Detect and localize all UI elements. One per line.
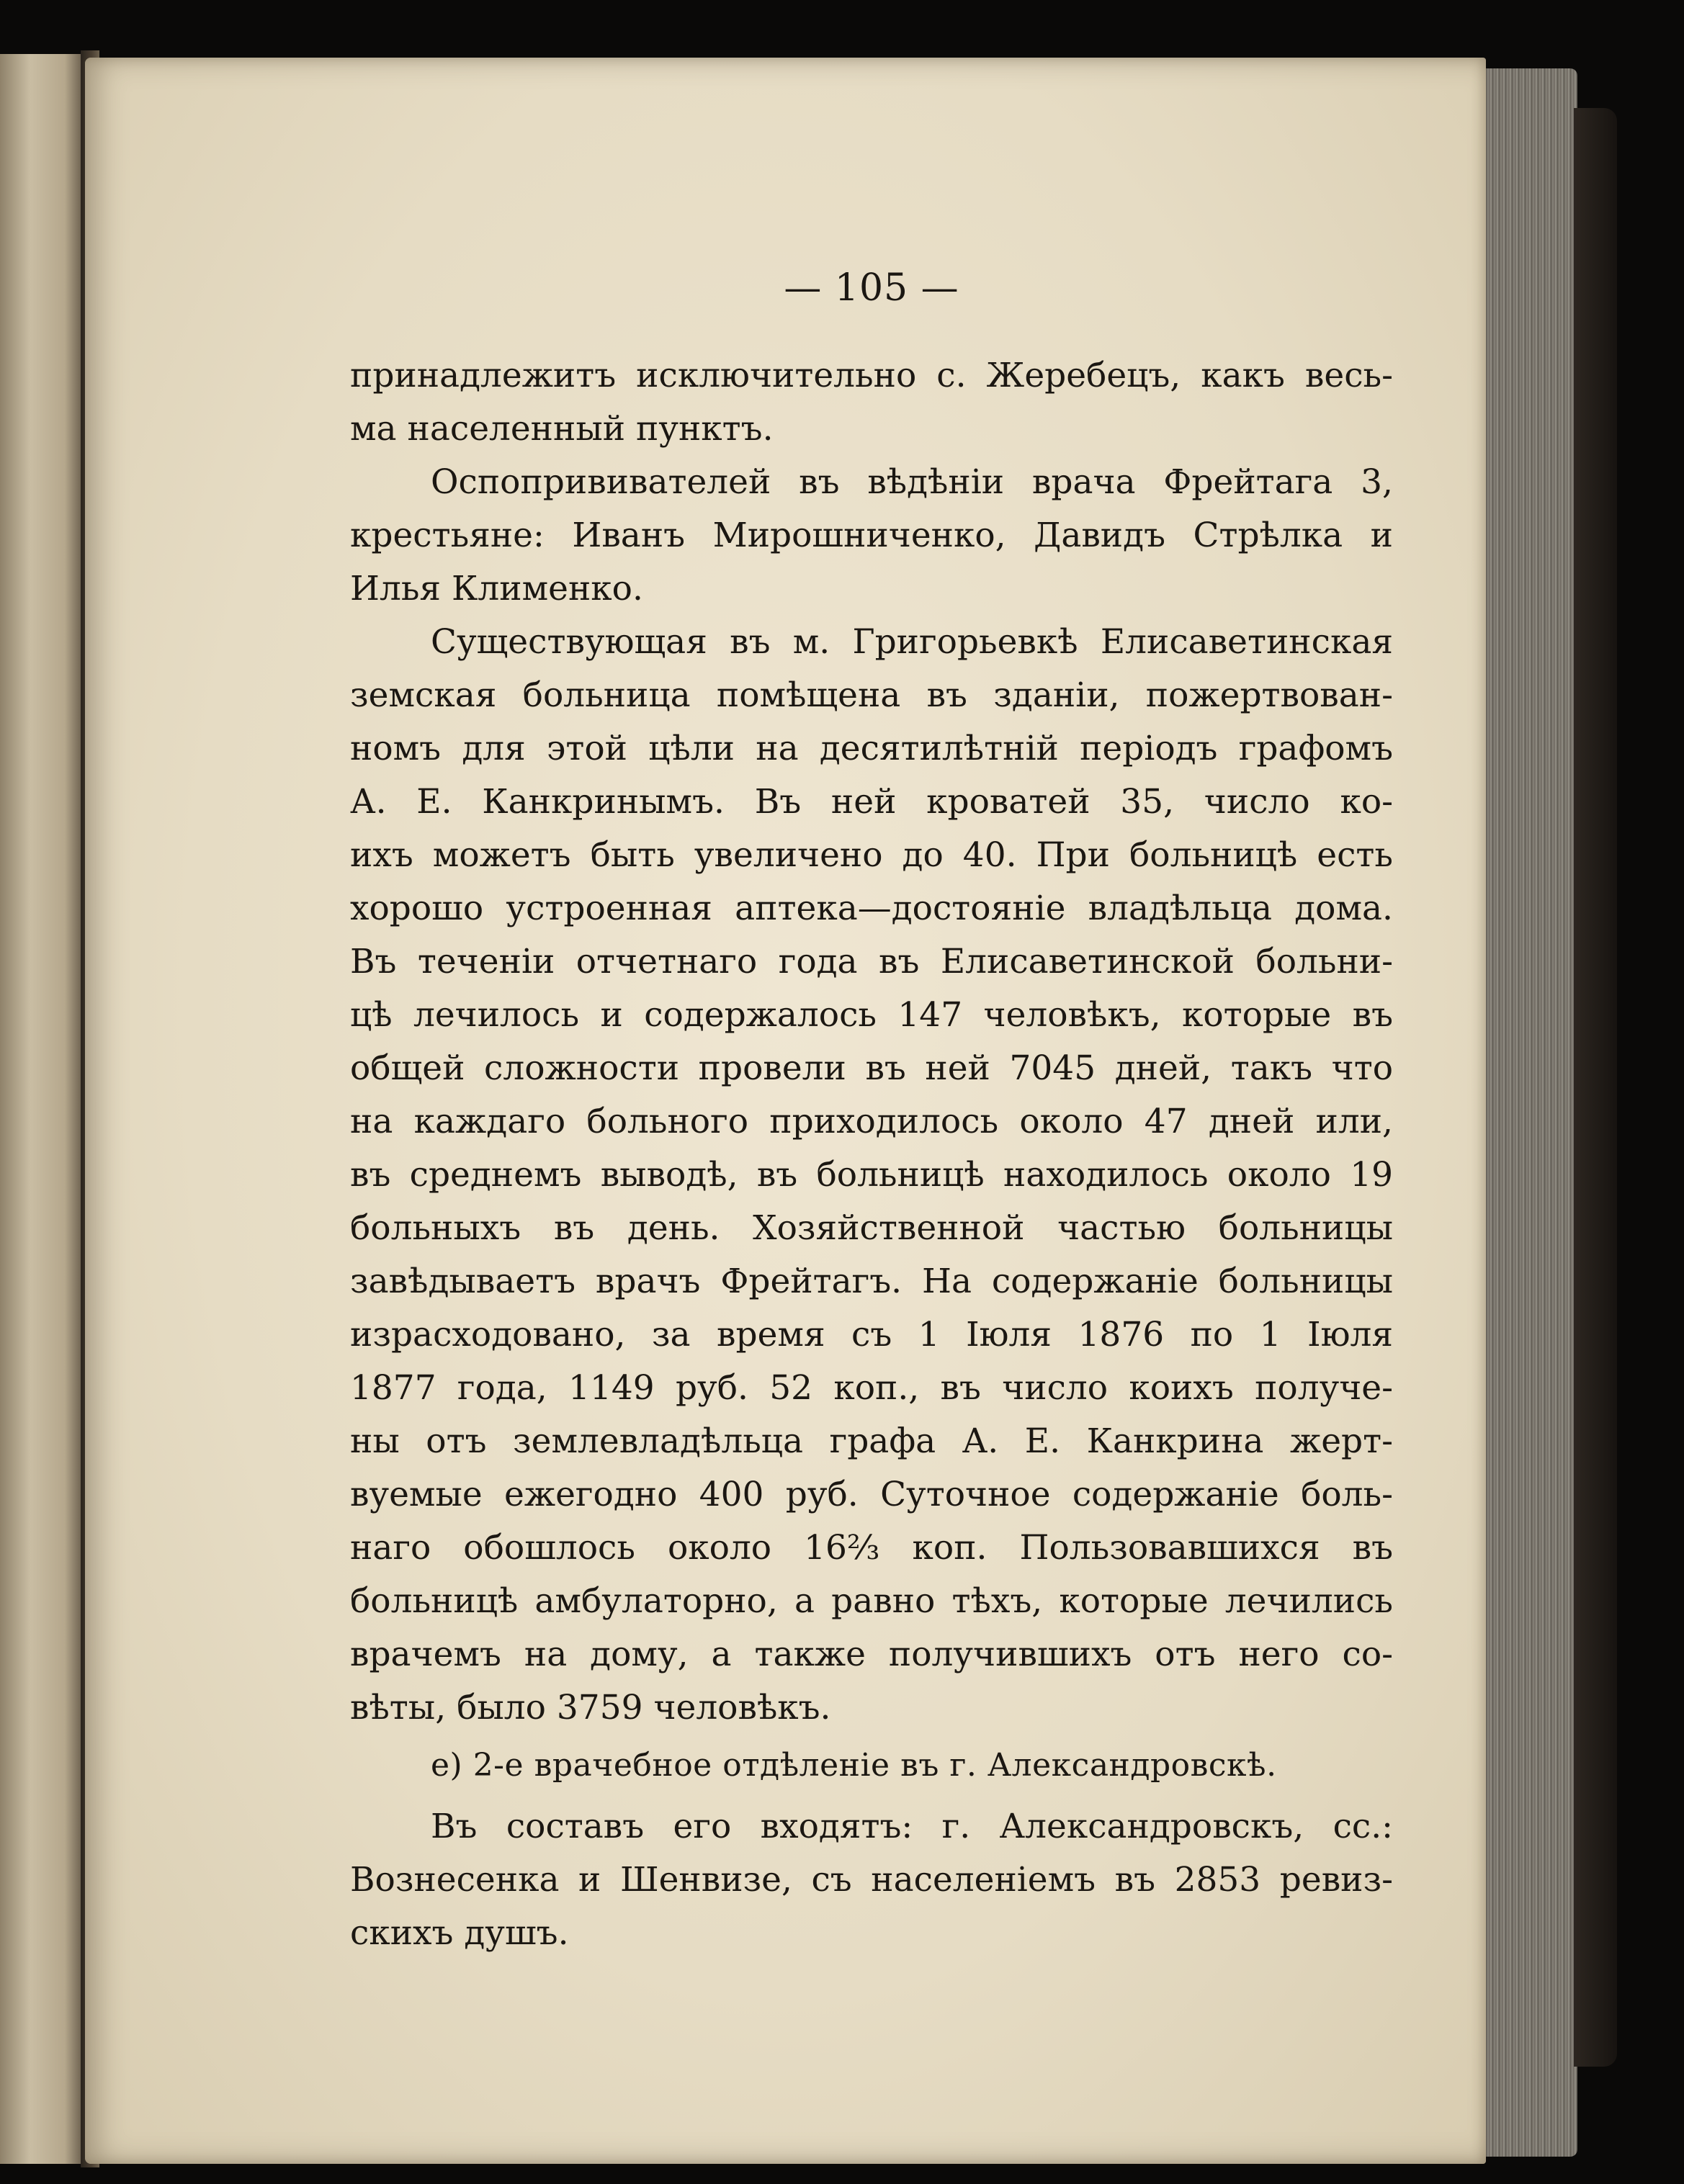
section-heading: е) 2-е врачебное отдѣленіе въ г. Александровскѣ.	[431, 1747, 1277, 1784]
text-line: ихъ можетъ быть увеличено до 40. При больницѣ есть	[350, 835, 1393, 875]
book-cover-edge	[1574, 108, 1617, 2067]
text-line: Существующая въ м. Григорьевкѣ Елисаветинская	[431, 622, 1393, 662]
text-line: на каждаго больного приходилось около 47 дней или,	[350, 1102, 1393, 1141]
text-line: крестьяне: Иванъ Мирошниченко, Давидъ Стрѣлка и	[350, 516, 1393, 555]
text-line: А. Е. Канкринымъ. Въ ней кроватей 35, число ко-	[350, 782, 1393, 822]
text-line: Въ составъ его входятъ: г. Александровскъ, сс.:	[431, 1807, 1393, 1846]
text-line: номъ для этой цѣли на десятилѣтній періодъ графомъ	[350, 729, 1393, 768]
text-line: ны отъ землевладѣльца графа А. Е. Канкрина жерт-	[350, 1421, 1393, 1461]
text-line: въ среднемъ выводѣ, въ больницѣ находилось около 19	[350, 1155, 1393, 1195]
text-line: израсходовано, за время съ 1 Іюля 1876 по 1 Іюля	[350, 1315, 1393, 1354]
text-line: больныхъ въ день. Хозяйственной частью больницы	[350, 1208, 1393, 1248]
page-number: — 105 —	[784, 266, 959, 310]
text-line: Въ теченіи отчетнаго года въ Елисаветинской больни-	[350, 942, 1393, 981]
text-line: скихъ душъ.	[350, 1913, 569, 1953]
facing-page-edge	[0, 54, 86, 2164]
book-page	[85, 58, 1486, 2164]
text-line: вѣты, было 3759 человѣкъ.	[350, 1688, 831, 1727]
text-line: Илья Клименко.	[350, 569, 643, 608]
text-line: Оспопрививателей въ вѣдѣніи врача Фрейтага 3,	[431, 462, 1393, 502]
text-line: принадлежитъ исключительно с. Жеребецъ, какъ весь-	[350, 356, 1393, 395]
page-stack-edges	[1473, 68, 1577, 2157]
text-line: земская больница помѣщена въ зданіи, пожертвован-	[350, 675, 1393, 715]
text-line: вуемые ежегодно 400 руб. Суточное содержаніе боль-	[350, 1475, 1393, 1514]
text-line: наго обошлось около 16⅔ коп. Пользовавшихся въ	[350, 1528, 1393, 1568]
text-line: хорошо устроенная аптека—достояніе владѣльца дома.	[350, 889, 1393, 928]
text-line: ма населенный пунктъ.	[350, 409, 774, 449]
text-line: врачемъ на дому, а также получившихъ отъ него со-	[350, 1635, 1393, 1674]
text-line: больницѣ амбулаторно, а равно тѣхъ, которые лечились	[350, 1581, 1393, 1621]
text-line: общей сложности провели въ ней 7045 дней, такъ что	[350, 1048, 1393, 1088]
text-line: цѣ лечилось и содержалось 147 человѣкъ, которые въ	[350, 995, 1393, 1035]
text-line: 1877 года, 1149 руб. 52 коп., въ число коихъ получе-	[350, 1368, 1393, 1408]
text-line: завѣдываетъ врачъ Фрейтагъ. На содержаніе больницы	[350, 1262, 1393, 1301]
text-line: Вознесенка и Шенвизе, съ населеніемъ въ 2853 ревиз-	[350, 1860, 1393, 1900]
